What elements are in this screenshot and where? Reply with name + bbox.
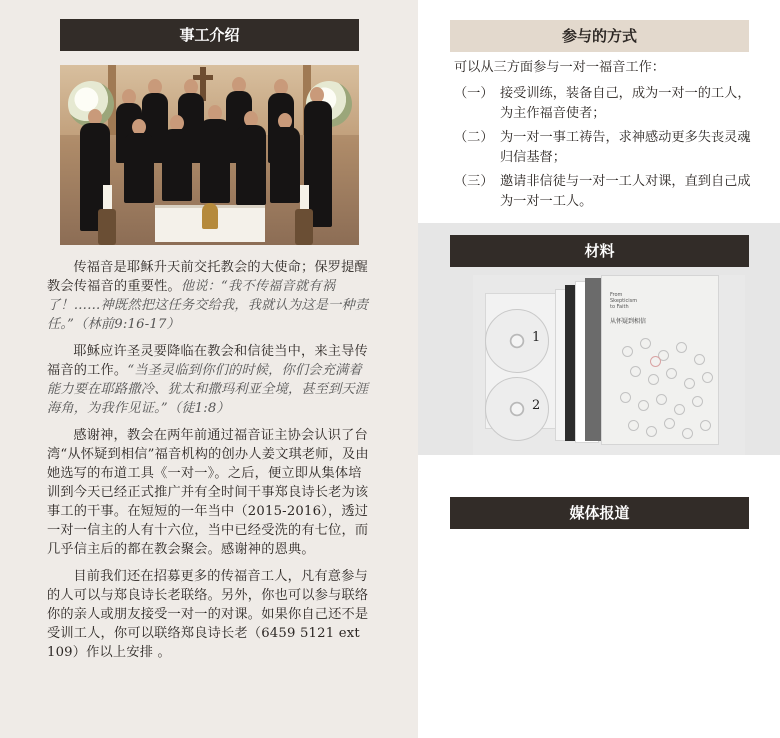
materials-heading: 材料 bbox=[450, 235, 749, 267]
article-quote-1: 他说：“我不传福音就有祸了！……神既然把这任务交给我，我就认为这是一种责任。”（林前9:16-17） bbox=[47, 279, 369, 332]
article-paragraph-2: 耶稣应许圣灵要降临在教会和信徒当中，来主导传福音的工作。 bbox=[47, 344, 368, 378]
article-paragraph-3: 感谢神，教会在两年前通过福音证主协会认识了台湾“从怀疑到相信”福音机构的创办人姜文琪老师，及由她选写的布道工具《一对一》。之后，便立即从集体培训到今天已经正式推广并有全时间干事郑良诗长老为该事工的干事。在短短的一年当中（2015-2016），透过一对一信主的人有十六位，当中已经受洗的有七位，而几乎信主后的都在教会聚会。感谢神的恩典。 bbox=[47, 428, 369, 557]
book-cover-title: From Skepticism to Faith bbox=[610, 292, 638, 310]
cd-disc-2-number: 2 bbox=[532, 398, 541, 413]
cd-disc-1-number: 1 bbox=[532, 330, 541, 345]
media-coverage-heading: 媒体报道 bbox=[450, 497, 749, 529]
book-cover bbox=[601, 275, 719, 445]
list-item: （一） 接受训练，装备自己，成为一对一的工人，为主作福音使者； bbox=[454, 86, 751, 121]
participation-list bbox=[454, 84, 754, 216]
article-quote-2: “当圣灵临到你们的时候，你们会充满着能力要在耶路撒冷、犹太和撒玛利亚全境，甚至到天涯海角，为我作见证。”（徒1:8） bbox=[47, 363, 369, 416]
book-cover-chinese-title: 从怀疑到相信 bbox=[610, 318, 647, 325]
materials-product-image bbox=[473, 275, 745, 455]
article-paragraph-1: 传福音是耶稣升天前交托教会的大使命；保罗提醒教会传福音的重要性。 bbox=[47, 260, 368, 294]
list-item: （三） 邀请非信徒与一对一工人对课，直到自己成为一对一工人。 bbox=[454, 174, 751, 209]
ministry-intro-heading: 事工介绍 bbox=[60, 19, 359, 51]
participation-heading: 参与的方式 bbox=[450, 20, 749, 52]
list-item: （二） 为一对一事工祷告，求神感动更多失丧灵魂归信基督； bbox=[454, 130, 751, 165]
participation-intro: 可以从三方面参与一对一福音工作： bbox=[454, 60, 665, 75]
article-paragraph-4: 目前我们还在招募更多的传福音工人，凡有意参与的人可以与郑良诗长老联络。另外，你也可以参与联络你的亲人或朋友接受一对一的对课。如果你自己还不是受训工人，你可以联络郑良诗长老（6459 5121 ext 109）作以上安排 。 bbox=[47, 569, 369, 660]
group-photo bbox=[60, 65, 359, 245]
ministry-article bbox=[47, 258, 375, 662]
